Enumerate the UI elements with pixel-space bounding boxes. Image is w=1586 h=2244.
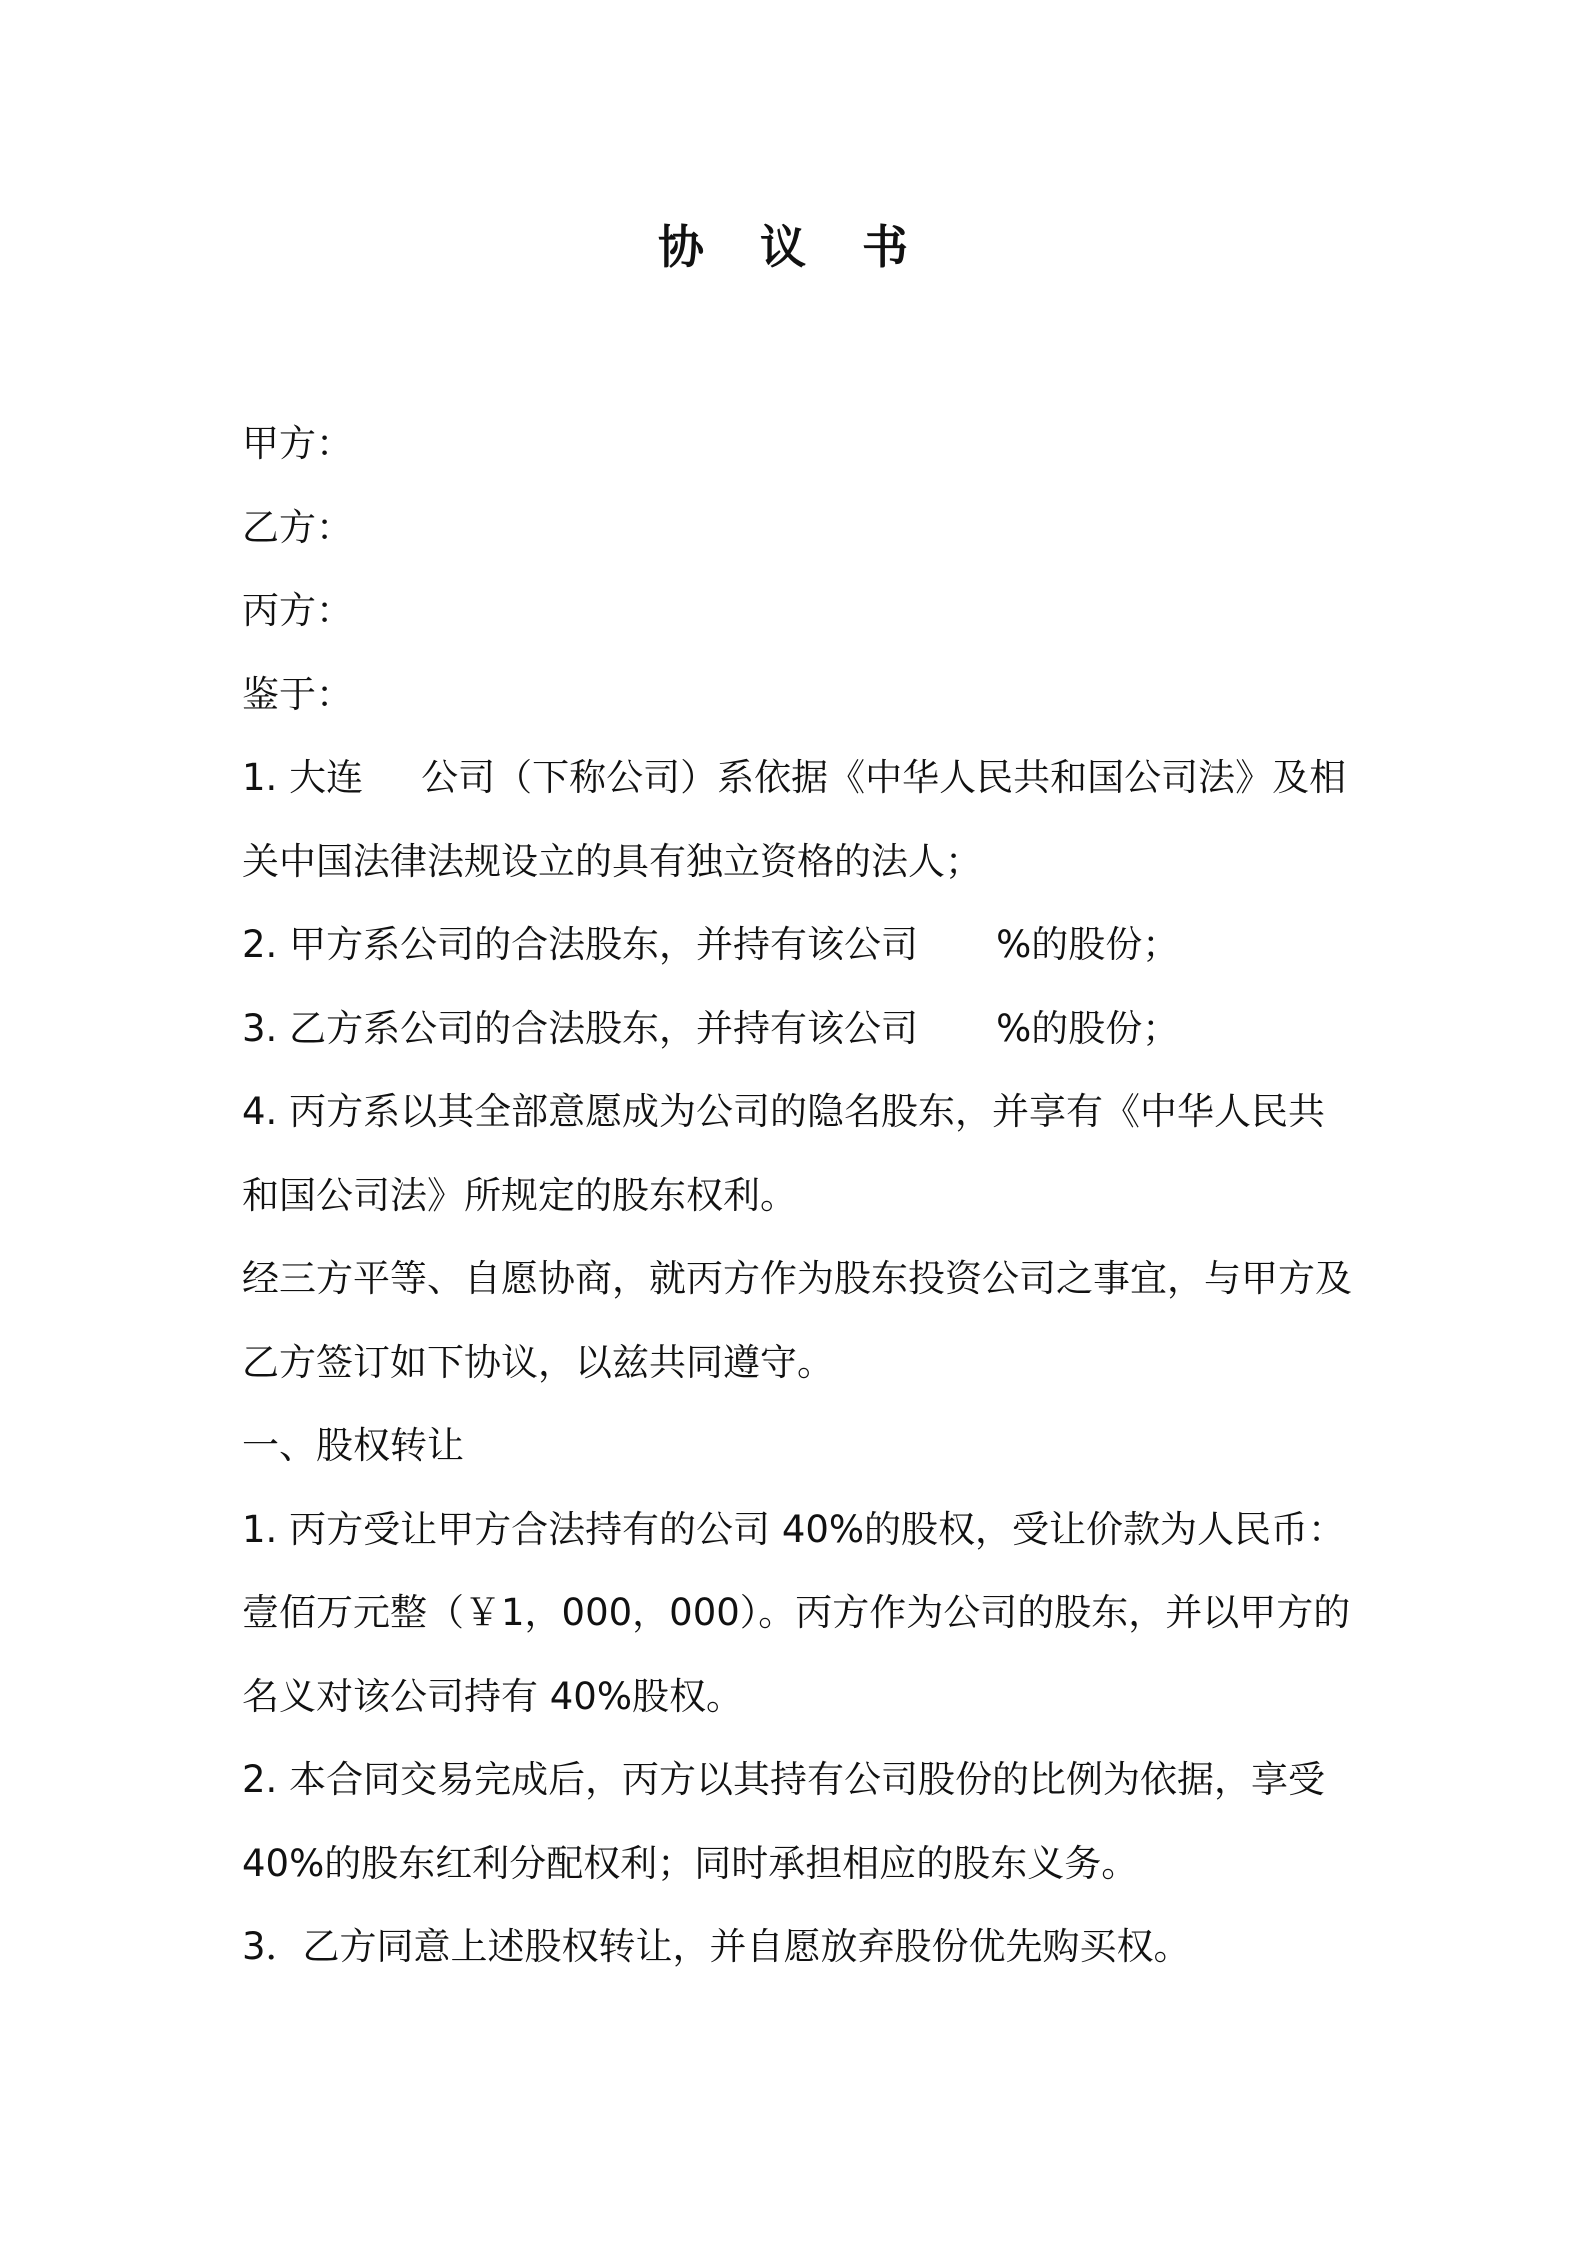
preamble-line-1: 经三方平等、自愿协商，就丙方作为股东投资公司之事宜，与甲方及 (242, 1257, 1352, 1300)
section-1-heading: 一、股权转让 (242, 1424, 464, 1467)
clause-1-line-1: 1. 丙方受让甲方合法持有的公司 40%的股权，受让价款为人民币： (242, 1507, 1346, 1551)
party-b-label: 乙方： (242, 505, 353, 549)
recital-1-line-1 (242, 736, 1362, 820)
whereas-heading: 鉴于： (242, 672, 353, 716)
clause-1-line-3: 名义对该公司持有 40%股权。 (242, 1674, 743, 1718)
recital-2-prefix: 2. 甲方系公司的合法股东，并持有该公司 (242, 923, 919, 966)
recital-2 (242, 903, 1362, 987)
recital-1-line-2: 关中国法律法规设立的具有独立资格的法人； (242, 839, 982, 883)
recital-2-suffix: %的股份； (996, 923, 1180, 966)
recital-3-prefix: 3. 乙方系公司的合法股东，并持有该公司 (242, 1006, 919, 1050)
clause-3-line-1: 3．乙方同意上述股权转让，并自愿放弃股份优先购买权。 (242, 1925, 1191, 1968)
preamble-line-2: 乙方签订如下协议，以兹共同遵守。 (242, 1340, 834, 1384)
clause-2-line-1: 2. 本合同交易完成后，丙方以其持有公司股份的比例为依据，享受 (242, 1758, 1326, 1801)
recital-1-rest: 公司（下称公司）系依据《中华人民共和国公司法》及相 (421, 756, 1347, 799)
recital-3-suffix: %的股份； (996, 1006, 1180, 1050)
document-title: 协 议 书 (657, 220, 929, 274)
recital-4-line-1: 4. 丙方系以其全部意愿成为公司的隐名股东，并享有《中华人民共 (242, 1090, 1326, 1133)
recital-1-prefix: 1. 大连 (242, 756, 364, 799)
clause-2-line-2: 40%的股东红利分配权利；同时承担相应的股东义务。 (242, 1841, 1139, 1885)
party-a-label: 甲方： (242, 422, 353, 465)
recital-4-line-2: 和国公司法》所规定的股东权利。 (242, 1173, 797, 1217)
document-body (242, 402, 1362, 1989)
clause-1-line-2: 壹佰万元整（￥1，000，000）。丙方作为公司的股东，并以甲方的 (242, 1591, 1351, 1634)
party-c-label: 丙方： (242, 589, 353, 632)
recital-3 (242, 987, 1362, 1071)
